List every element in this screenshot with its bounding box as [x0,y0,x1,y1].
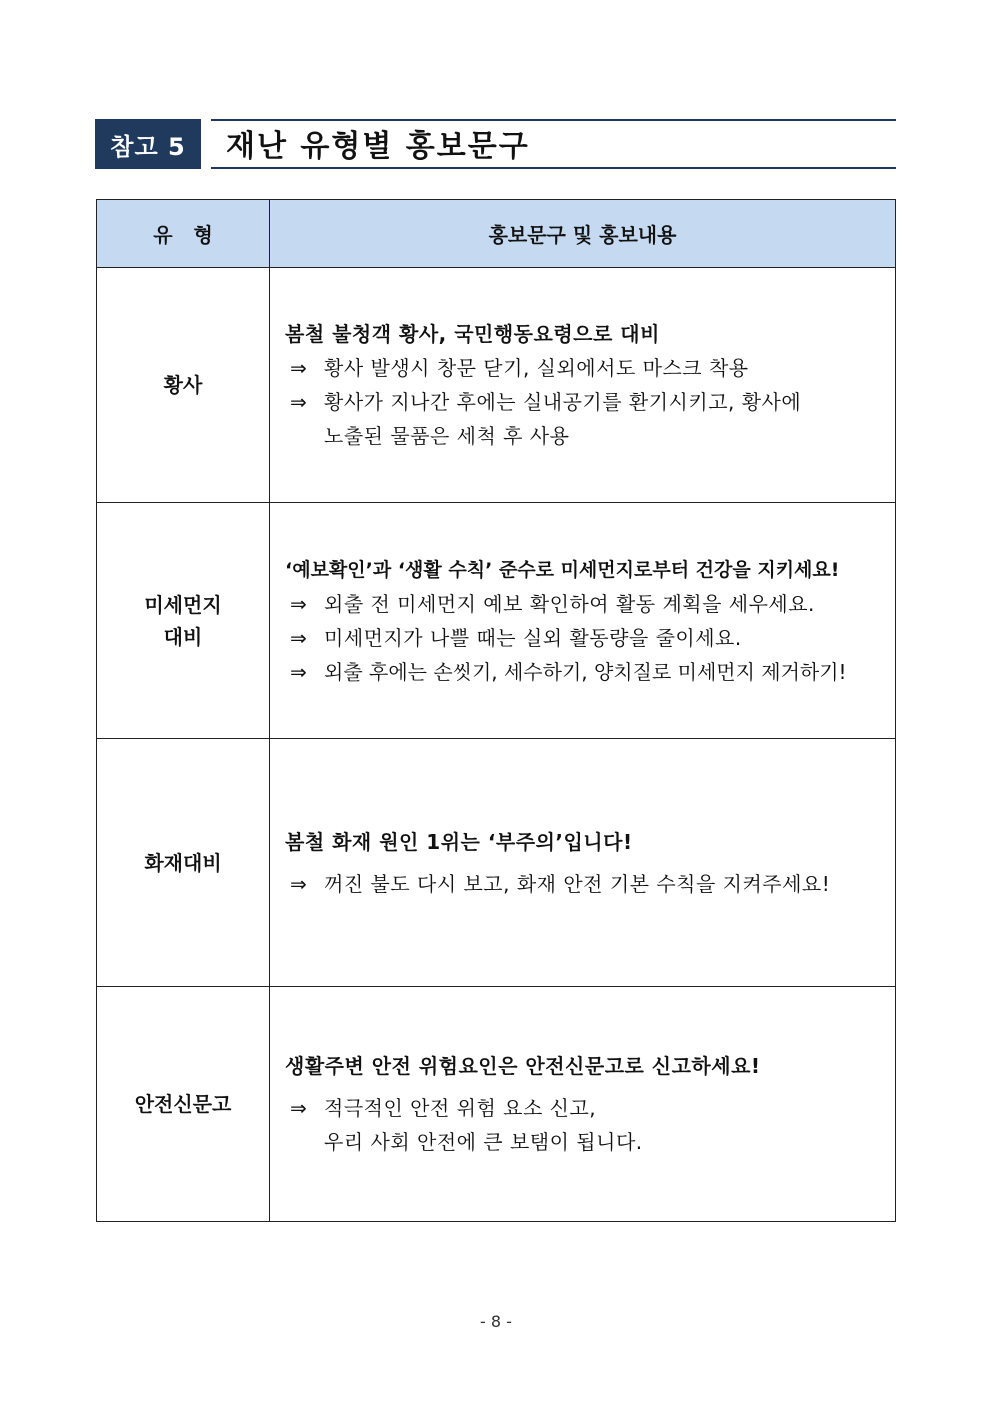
content-cell [270,739,896,987]
arrow-icon: ⇒ [290,1096,308,1120]
type-cell [97,268,270,503]
arrow-icon: ⇒ [290,591,308,616]
type-label: 안전신문고 [134,1092,232,1116]
arrow-icon: ⇒ [290,356,308,380]
list-item: ⇒ 외출 전 미세먼지 예보 확인하여 활동 계획을 세우세요. [285,587,895,621]
arrow-icon: ⇒ [290,871,308,896]
list-item-continuation: 노출된 물품은 세척 후 사용 [324,424,570,448]
type-label: 화재대비 [144,850,222,875]
page-number: - 8 - [480,1312,512,1331]
table-row [97,503,896,739]
type-cell [97,987,270,1222]
headline: 봄철 화재 원인 1위는 ‘부주의’입니다! [285,829,633,854]
list-item-continuation: 우리 사회 안전에 큰 보탬이 됩니다. [324,1130,643,1154]
list-item: ⇒ 적극적인 안전 위험 요소 신고, [285,1091,895,1125]
content-cell [270,503,896,739]
column-header-type: 유 형 [97,200,270,268]
type-label: 황사 [163,373,203,397]
type-cell [97,503,270,739]
list-item: ⇒ 외출 후에는 손씻기, 세수하기, 양치질로 미세먼지 제거하기! [285,655,895,689]
content-cell [270,987,896,1222]
table-row [97,268,896,503]
headline: 봄철 불청객 황사, 국민행동요령으로 대비 [285,322,660,346]
arrow-icon: ⇒ [290,390,308,414]
content-cell [270,268,896,503]
arrow-icon: ⇒ [290,625,308,650]
promotion-table [96,199,896,1222]
page-title: 재난 유형별 홍보문구 [226,129,530,164]
table-row [97,987,896,1222]
type-cell [97,739,270,987]
type-label: 미세먼지 [144,592,222,617]
headline: ‘예보확인’과 ‘생활 수칙’ 준수로 미세먼지로부터 건강을 지키세요! [285,558,840,581]
column-header-content: 홍보문구 및 홍보내용 [270,200,896,268]
headline: 생활주변 안전 위험요인은 안전신문고로 신고하세요! [285,1054,761,1078]
type-label: 대비 [163,624,203,649]
list-item: ⇒ 꺼진 불도 다시 보고, 화재 안전 기본 수칙을 지켜주세요! [285,867,895,901]
list-item: ⇒ 황사 발생시 창문 닫기, 실외에서도 마스크 착용 [285,351,895,385]
title-badge: 참고 5 [95,119,201,169]
list-item: ⇒ 황사가 지나간 후에는 실내공기를 환기시키고, 황사에 [285,385,895,419]
list-item: ⇒ 미세먼지가 나쁠 때는 실외 활동량을 줄이세요. [285,621,895,655]
table-header-row [97,200,896,268]
title-rule-bottom [211,167,896,169]
arrow-icon: ⇒ [290,659,307,684]
table-row [97,739,896,987]
